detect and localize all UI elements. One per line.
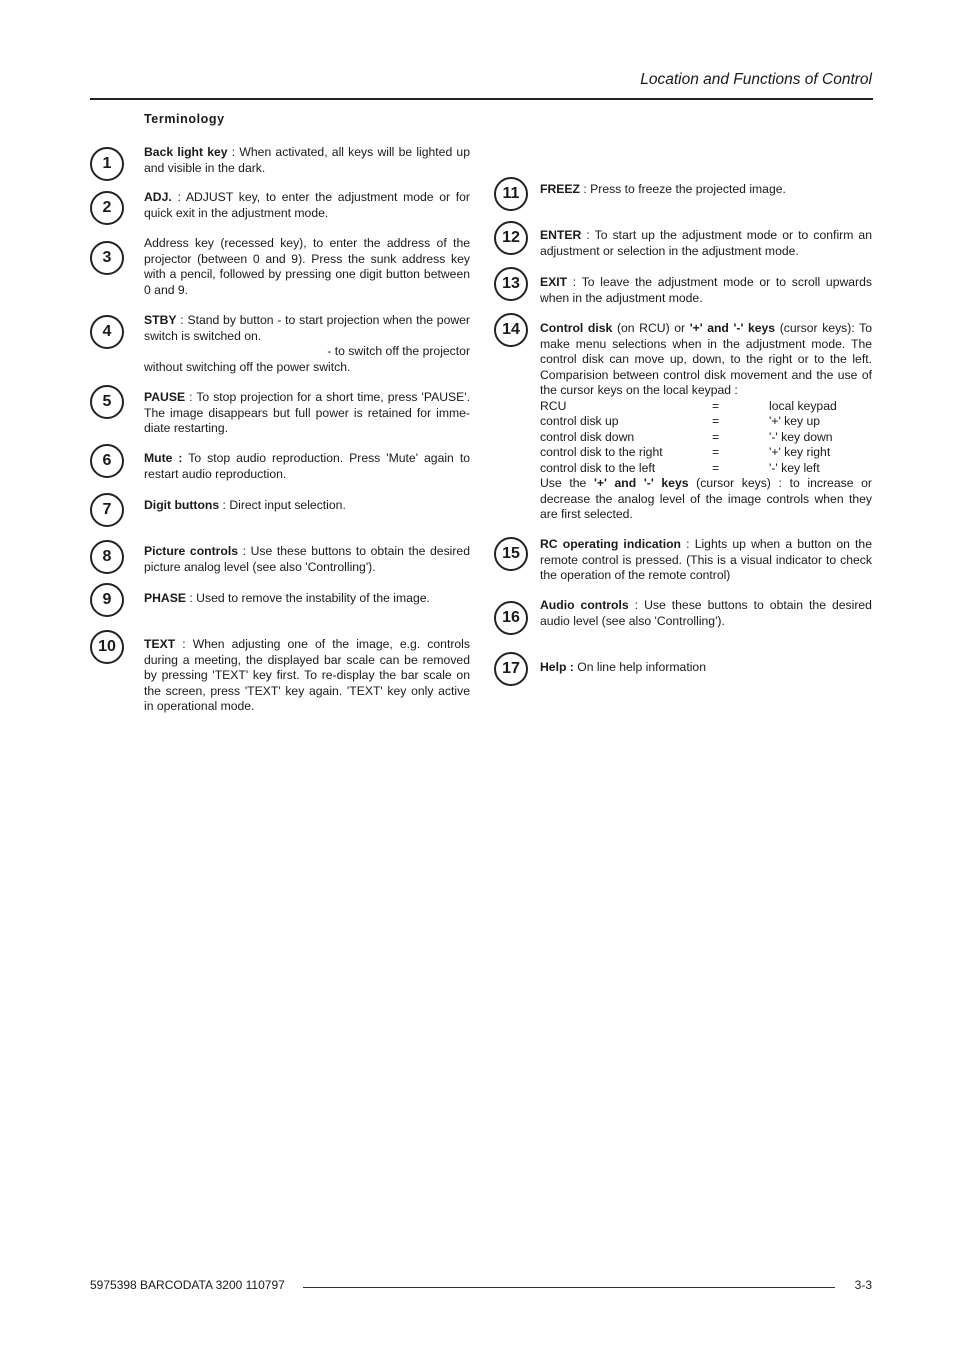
item-number: 16 (494, 601, 528, 635)
keypad-table: RCU = local keypad control disk up = '+' key up control disk down = '-' key down control disk to the right = '+' key right control disk to the left = '-' key left (540, 398, 837, 475)
item-text: Address key (recessed key), to enter the address of the projector (between 0 and 9). Press the sunk address key with a pencil, followed by pressing one digit button between 0 and 9. (144, 236, 470, 297)
item-text: Control disk (on RCU) or '+' and '-' keys (cursor keys): To make menu selections when in the adjustment mode. The control disk can move up, down, to the right or to the left. Comparision between control disk movement and the use of the cursor keys on the local keypad : RCU = local keypad control disk up = '+' key up control disk down = '-' key down control disk to the right = '+' key right control disk to the left = '-' key left Use the '+' and '-' keys (cursor keys) : to increase or decrease the analog level of the image controls when they are first selected. (540, 321, 872, 521)
item-number: 1 (90, 147, 124, 181)
item-text: Mute : To stop audio reproduction. Press 'Mute' again to restart audio reproduction. (144, 451, 470, 481)
item-text: Audio controls : Use these buttons to obtain the desired audio level (see also 'Controlling'). (540, 598, 872, 628)
item-number: 2 (90, 191, 124, 225)
item-text: Picture controls : Use these buttons to obtain the desired picture analog level (see also 'Controlling'). (144, 544, 470, 574)
item-text: STBY : Stand by button - to start projection when the power switch is switched on. - to switch off the projector without switching off the power switch. (144, 313, 470, 374)
footer-page-number: 3-3 (854, 1278, 872, 1292)
item-number: 10 (90, 630, 124, 664)
item-number: 3 (90, 241, 124, 275)
item-text: ENTER : To start up the adjustment mode or to confirm an adjustment or selection in the adjustment mode. (540, 228, 872, 258)
item-text: RC operating indication : Lights up when a button on the remote control is pressed. (This is a visual indicator to check the operation of the remote control) (540, 537, 872, 582)
item-text: Back light key : When activated, all keys will be lighted up and visible in the dark. (144, 145, 470, 175)
item-number: 15 (494, 537, 528, 571)
item-number: 14 (494, 313, 528, 347)
item-number: 4 (90, 315, 124, 349)
item-text: EXIT : To leave the adjustment mode or to scroll upwards when in the adjustment mode. (540, 275, 872, 305)
item-text: PHASE : Used to remove the instability of the image. (144, 591, 430, 605)
item-text: FREEZ : Press to freeze the projected image. (540, 182, 786, 196)
item-number: 13 (494, 267, 528, 301)
footer-doc-id: 5975398 BARCODATA 3200 110797 (90, 1278, 285, 1292)
item-number: 12 (494, 221, 528, 255)
item-number: 8 (90, 540, 124, 574)
item-text: Help : On line help information (540, 660, 706, 674)
item-number: 17 (494, 652, 528, 686)
item-text: ADJ. : ADJUST key, to enter the adjustment mode or for quick exit in the adjustment mode. (144, 190, 470, 220)
item-number: 6 (90, 444, 124, 478)
section-title: Terminology (144, 112, 225, 126)
item-text: PAUSE : To stop projection for a short time, press 'PAUSE'. The image disappears but full power is retained for imme-diate restarting. (144, 390, 470, 435)
item-text: TEXT : When adjusting one of the image, e.g. controls during a meeting, the displayed bar scale can be removed by pressing 'TEXT' key first. To re-display the bar scale on the screen, press 'TEXT' key again. 'TEXT' key only active in operational mode. (144, 637, 470, 713)
item-number: 7 (90, 493, 124, 527)
item-number: 5 (90, 385, 124, 419)
item-number: 11 (494, 177, 528, 211)
header-rule (90, 98, 873, 100)
footer-rule (303, 1287, 835, 1288)
item-text: Digit buttons : Direct input selection. (144, 498, 346, 512)
page-header-title: Location and Functions of Control (640, 71, 872, 88)
item-number: 9 (90, 583, 124, 617)
